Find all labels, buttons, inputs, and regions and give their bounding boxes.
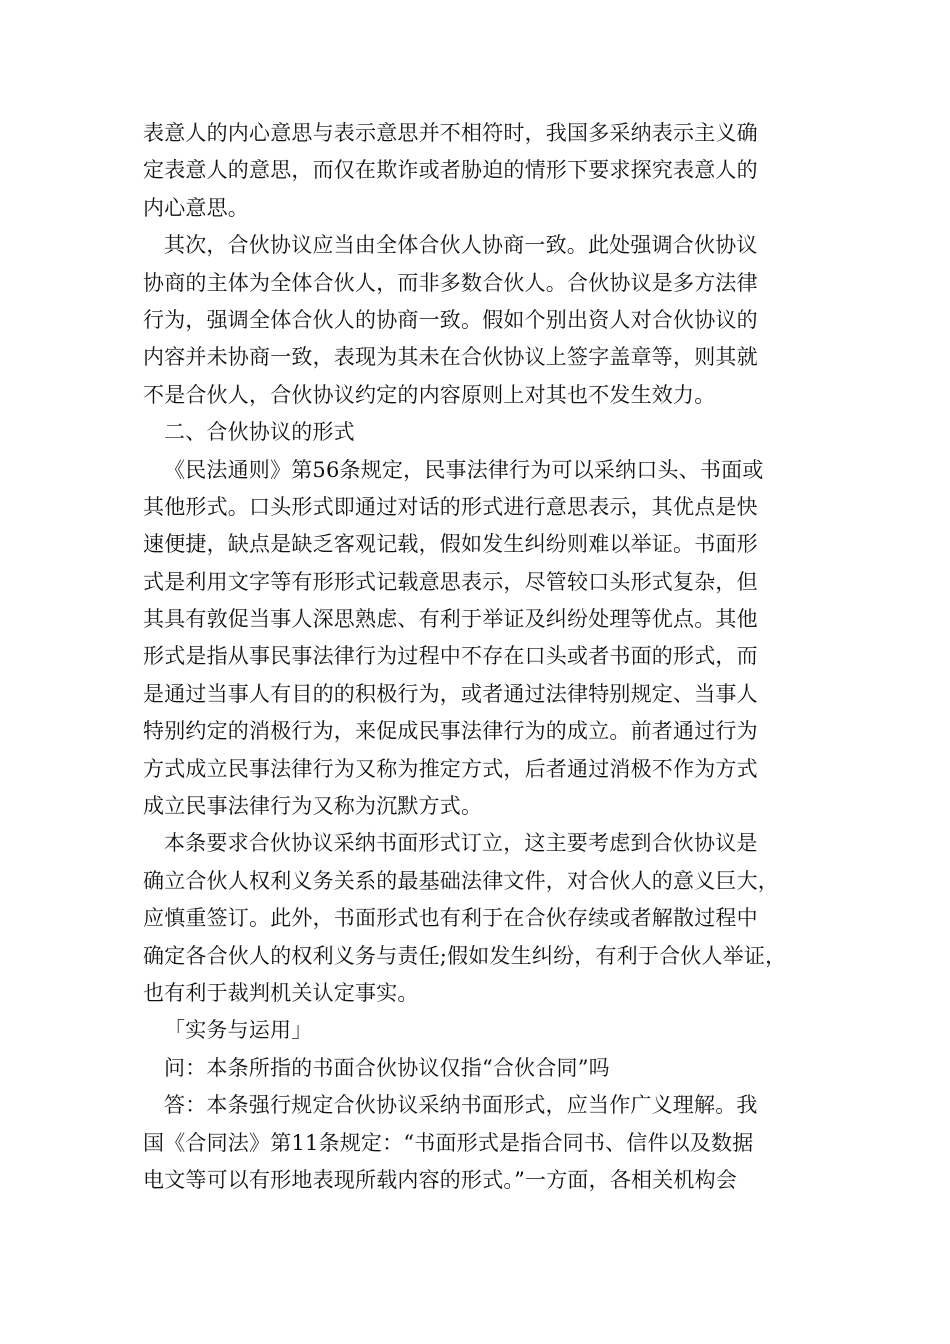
text-line: 《民法通则》第56条规定，民事法律行为可以采纳口头、书面或 [164,457,764,482]
document-body [143,115,823,1199]
text-line: 答：本条强行规定合伙协议采纳书面形式，应当作广义理解。我 [164,1093,758,1118]
text-line: 不是合伙人，合伙协议约定的内容原则上对其也不发生效力。 [143,382,716,407]
text-line: 行为，强调全体合伙人的协商一致。假如个别出资人对合伙协议的 [143,307,758,332]
text-line: 确定各合伙人的权利义务与责任;假如发生纠纷，有利于合伙人举证， [143,943,787,968]
text-line: 内容并未协商一致，表现为其未在合伙协议上签字盖章等，则其就 [143,345,758,370]
text-line: 也有利于裁判机关认定事实。 [143,980,419,1005]
text-line: 协商的主体为全体合伙人，而非多数合伙人。合伙协议是多方法律 [143,270,758,295]
text-line: 特别约定的消极行为，来促成民事法律行为的成立。前者通过行为 [143,719,758,744]
text-line: 本条要求合伙协议采纳书面形式订立，这主要考虑到合伙协议是 [164,831,758,856]
text-line: 定表意人的意思，而仅在欺诈或者胁迫的情形下要求探究表意人的 [143,158,758,183]
text-line: 是通过当事人有目的的积极行为，或者通过法律特别规定、当事人 [143,681,758,706]
text-line: 国《合同法》第11条规定：“书面形式是指合同书、信件以及数据 [143,1130,754,1155]
text-line: 电文等可以有形地表现所载内容的形式。”一方面，各相关机构会 [143,1167,738,1192]
text-line: 速便捷，缺点是缺乏客观记载，假如发生纠纷则难以举证。书面形 [143,532,758,557]
text-line: 式是利用文字等有形形式记载意思表示，尽管较口头形式复杂，但 [143,569,758,594]
text-line: 其次，合伙协议应当由全体合伙人协商一致。此处强调合伙协议 [164,233,758,258]
text-line: 成立民事法律行为又称为沉默方式。 [143,794,483,819]
text-line: 其具有敦促当事人深思熟虑、有利于举证及纠纷处理等优点。其他 [143,607,758,632]
text-line: 形式是指从事民事法律行为过程中不存在口头或者书面的形式，而 [143,644,758,669]
text-line: 确立合伙人权利义务关系的最基础法律文件，对合伙人的意义巨大， [143,868,779,893]
text-line: 表意人的内心意思与表示意思并不相符时，我国多采纳表示主义确 [143,121,758,145]
text-line: 应慎重签订。此外，书面形式也有利于在合伙存续或者解散过程中 [143,906,758,931]
text-line: 其他形式。口头形式即通过对话的形式进行意思表示，其优点是快 [143,494,758,519]
text-line: 「实务与运用」 [164,1018,313,1043]
text-line: 内心意思。 [143,195,249,220]
text-line: 二、合伙协议的形式 [164,420,355,445]
text-line: 问：本条所指的书面合伙协议仅指“合伙合同”吗 [164,1055,610,1080]
text-line: 方式成立民事法律行为又称为推定方式，后者通过消极不作为方式 [143,756,758,781]
